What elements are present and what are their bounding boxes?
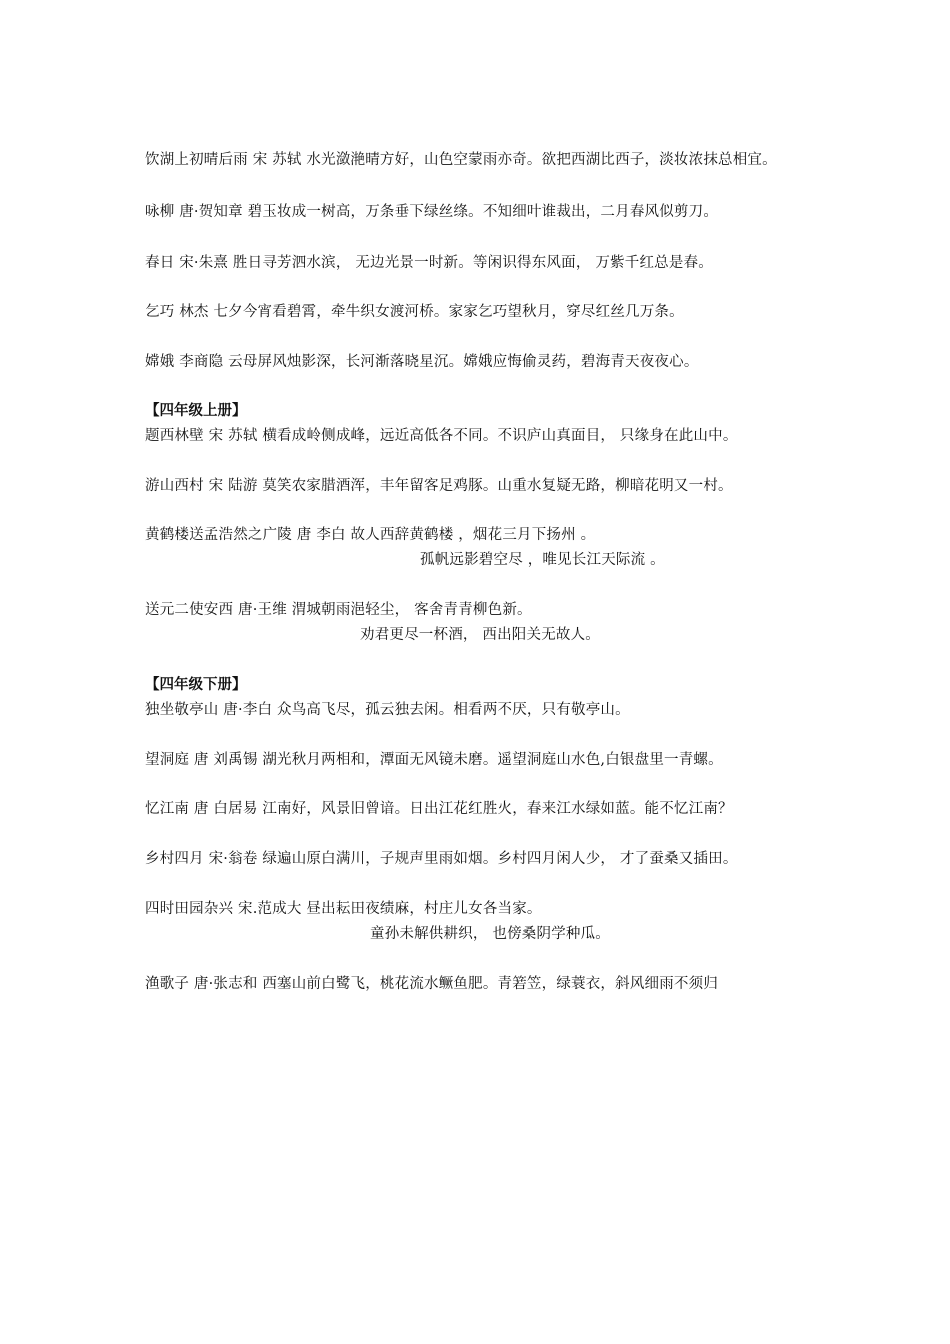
poem-line: 四时田园杂兴 宋.范成大 昼出耘田夜绩麻，村庄儿女各当家。 <box>145 901 542 917</box>
poem-line-continuation: 劝君更尽一杯酒， 西出阳关无故人。 <box>360 627 601 643</box>
poem-line: 乡村四月 宋·翁卷 绿遍山原白满川，子规声里雨如烟。乡村四月闲人少， 才了蚕桑又插田。 <box>145 851 738 867</box>
poem-line-continuation: 童孙未解供耕织， 也傍桑阴学种瓜。 <box>370 926 611 942</box>
poem-line: 送元二使安西 唐·王维 渭城朝雨浥轻尘， 客舍青青柳色新。 <box>145 602 532 618</box>
poem-line-continuation: 孤帆远影碧空尽 ，唯见长江天际流 。 <box>420 552 665 568</box>
poem-line: 嫦娥 李商隐 云母屏风烛影深，长河渐落晓星沉。嫦娥应悔偷灵药，碧海青天夜夜心。 <box>145 354 699 370</box>
poem-line: 黄鹤楼送孟浩然之广陵 唐 李白 故人西辞黄鹤楼 ，烟花三月下扬州 。 <box>145 527 596 543</box>
poem-line: 独坐敬亭山 唐·李白 众鸟高飞尽，孤云独去闲。相看两不厌，只有敬亭山。 <box>145 702 630 718</box>
poem-line: 游山西村 宋 陆游 莫笑农家腊酒浑，丰年留客足鸡豚。山重水复疑无路，柳暗花明又一村。 <box>145 478 733 494</box>
poem-line: 忆江南 唐 白居易 江南好，风景旧曾谙。日出江花红胜火，春来江水绿如蓝。能不忆江南？ <box>145 801 733 817</box>
section-header: 【四年级下册】 <box>145 676 247 693</box>
poem-line: 题西林壁 宋 苏轼 横看成岭侧成峰，远近高低各不同。不识庐山真面目， 只缘身在此山中。 <box>145 428 738 444</box>
poem-line: 饮湖上初晴后雨 宋 苏轼 水光潋滟晴方好，山色空蒙雨亦奇。欲把西湖比西子，淡妆浓抹总相宜。 <box>145 152 777 168</box>
poem-line: 渔歌子 唐·张志和 西塞山前白鹭飞，桃花流水鳜鱼肥。青箬笠，绿蓑衣，斜风细雨不须归 <box>145 976 719 992</box>
poem-line: 望洞庭 唐 刘禹锡 湖光秋月两相和，潭面无风镜未磨。遥望洞庭山水色,白银盘里一青螺。 <box>145 752 723 768</box>
section-header: 【四年级上册】 <box>145 402 247 419</box>
poem-line: 咏柳 唐·贺知章 碧玉妆成一树高，万条垂下绿丝绦。不知细叶谁裁出，二月春风似剪刀。 <box>145 204 719 220</box>
poem-line: 乞巧 林杰 七夕今宵看碧霄，牵牛织女渡河桥。家家乞巧望秋月，穿尽红丝几万条。 <box>145 304 684 320</box>
poem-line: 春日 宋·朱熹 胜日寻芳泗水滨， 无边光景一时新。等闲识得东风面， 万紫千红总是春。 <box>145 255 713 271</box>
